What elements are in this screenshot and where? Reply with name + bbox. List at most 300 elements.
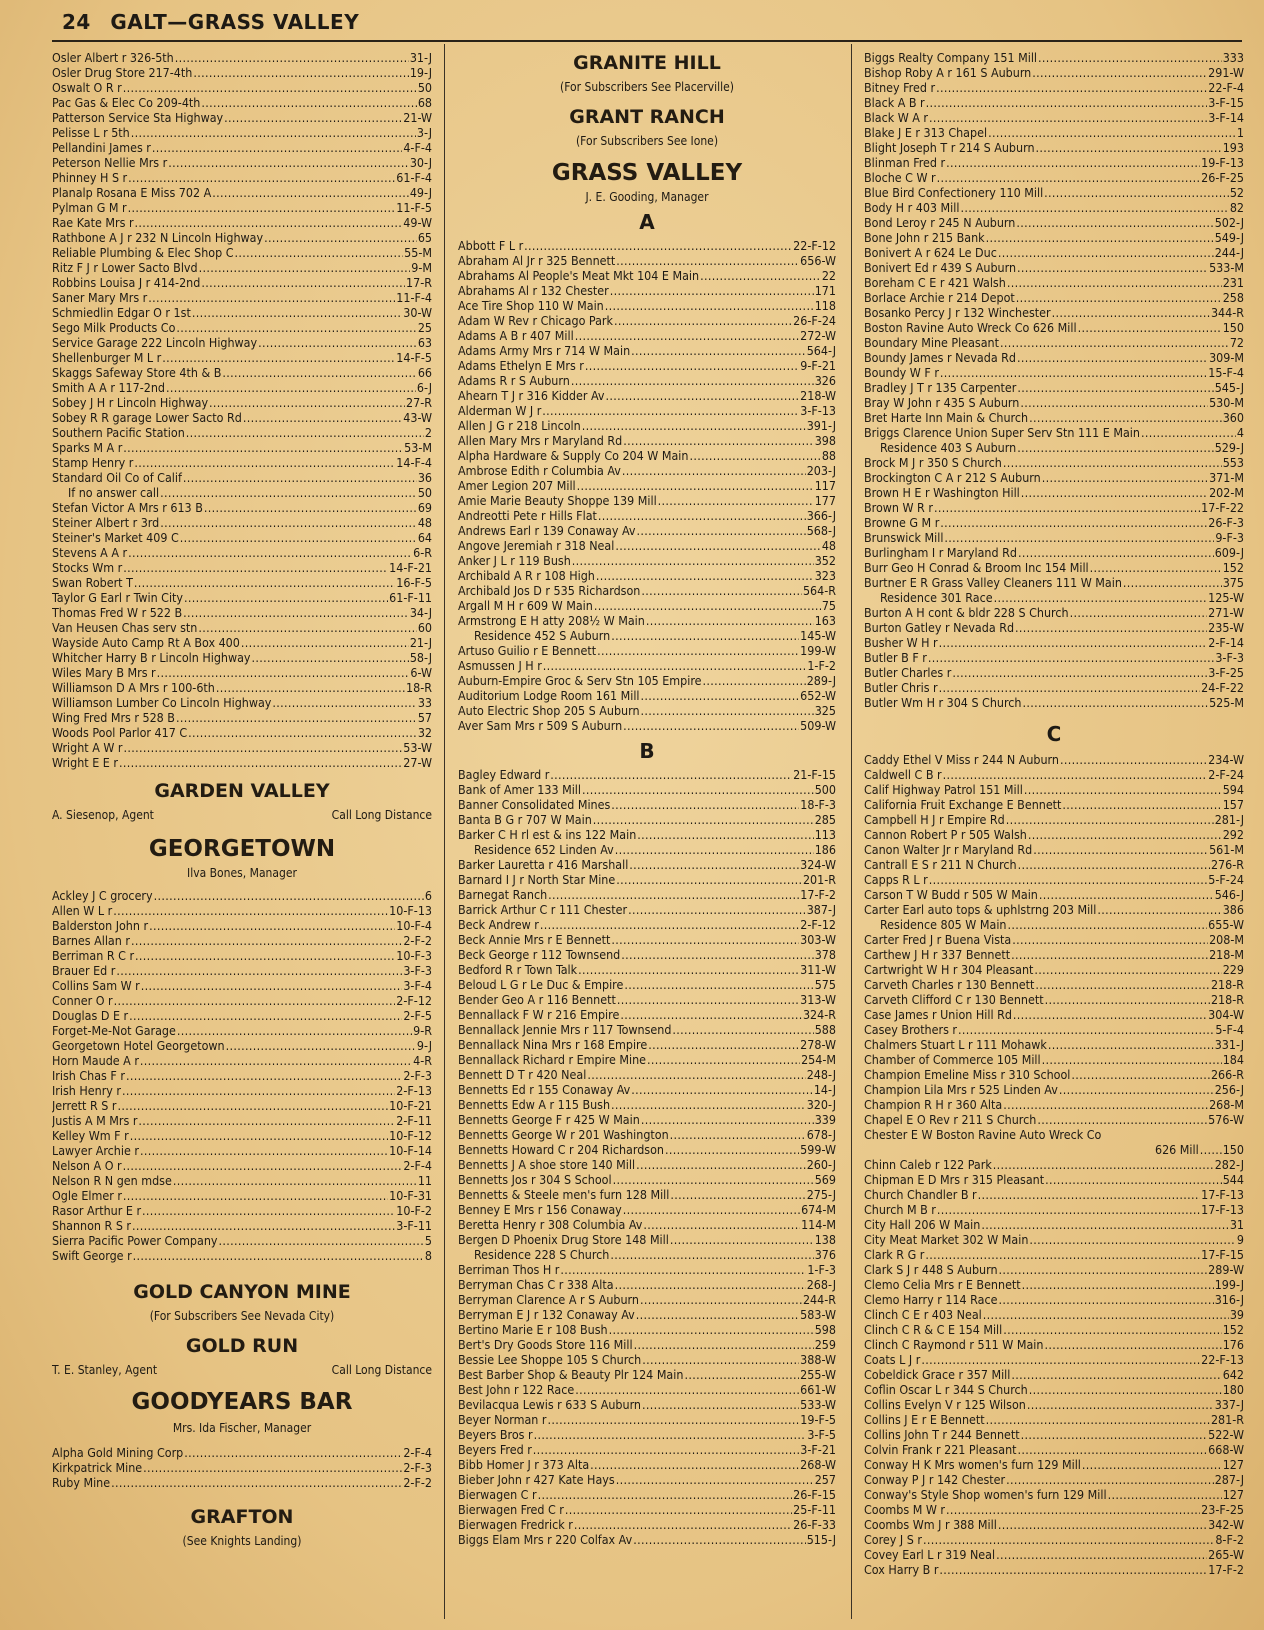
listing-name: Bertino Marie E r 108 Bush	[458, 1322, 608, 1337]
listing-line	[52, 710, 432, 725]
listing-name: Bennetts Ed r 155 Conaway Av	[458, 1082, 631, 1097]
leader-dots	[998, 245, 1214, 260]
listing-number: 64	[417, 530, 432, 545]
listing-number: 145-W	[800, 628, 836, 643]
listing-name: Bennallack Richard r Empire Mine	[458, 1052, 647, 1067]
listing-name: Burton A H cont & bldr 228 S Church	[864, 605, 1069, 620]
column-divider	[851, 44, 852, 1619]
listing-name: Robbins Louisa J r 414-2nd	[52, 275, 201, 290]
leader-dots	[1070, 605, 1208, 620]
leader-dots	[1024, 782, 1222, 797]
leader-dots	[574, 1517, 792, 1532]
listing-name: Abraham Al Jr r 325 Bennett	[458, 253, 616, 268]
listing-number: 281-J	[1214, 812, 1244, 827]
listing-number: 10-F-4	[396, 918, 432, 933]
listing-number: 157	[1222, 797, 1244, 812]
listing-name: Wiles Mary B Mrs r	[52, 665, 156, 680]
listing-line	[52, 1203, 432, 1218]
leader-dots	[642, 1352, 799, 1367]
listing-name: Blue Bird Confectionery 110 Mill	[864, 185, 1044, 200]
listing-line	[458, 1502, 836, 1517]
listing-line	[52, 140, 432, 155]
listing-number: 575	[814, 977, 836, 992]
leader-dots	[131, 125, 416, 140]
leader-dots	[994, 590, 1208, 605]
listing-name: Planalp Rosana E Miss 702 A	[52, 185, 212, 200]
listing-name: Forget-Me-Not Garage	[52, 1023, 176, 1038]
leader-dots	[582, 418, 806, 433]
listing-name: Butler Wm H r 304 S Church	[864, 695, 1022, 710]
listing-number: 642	[1222, 1367, 1244, 1382]
listing-line	[864, 1037, 1244, 1052]
listing-name: Beyer Norman r	[458, 1412, 547, 1427]
listing-name: Rasor Arthur E r	[52, 1203, 142, 1218]
listing-name: Barnard I J r North Star Mine	[458, 872, 616, 887]
leader-dots	[1071, 1067, 1210, 1082]
leader-dots	[1108, 1487, 1222, 1502]
listing-line	[864, 812, 1244, 827]
listing-line	[458, 553, 836, 568]
listing-number: 63	[417, 335, 432, 350]
leader-dots	[610, 283, 814, 298]
listing-line	[864, 917, 1244, 932]
listing-line	[458, 1187, 836, 1202]
listing-number: 378	[814, 947, 836, 962]
listing-number: 268-M	[1209, 1097, 1244, 1112]
listing-number: 502-J	[1214, 215, 1244, 230]
leader-dots	[149, 918, 395, 933]
listing-name: Saner Mary Mrs r	[52, 290, 148, 305]
listing-line	[864, 1457, 1244, 1472]
leader-dots	[1029, 1232, 1236, 1247]
listing-line	[864, 872, 1244, 887]
listing-name: Wright A W r	[52, 740, 123, 755]
listing-number: 2-F-3	[403, 1068, 432, 1083]
listing-number: 33	[417, 695, 432, 710]
listing-line	[458, 1112, 836, 1127]
listing-name: Black W A r	[864, 110, 929, 125]
listing-name: Browne G M r	[864, 515, 940, 530]
listing-name: Collins Sam W r	[52, 978, 140, 993]
listing-number: 386	[1222, 902, 1244, 917]
leader-dots	[637, 827, 813, 842]
listing-name: Boundary Mine Pleasant	[864, 335, 999, 350]
listing-name: Bergen D Phoenix Drug Store 148 Mill	[458, 1232, 669, 1247]
leader-dots	[587, 1067, 805, 1082]
section-title-gold-run: GOLD RUN	[185, 1335, 299, 1357]
leader-dots	[700, 268, 821, 283]
listing-line	[458, 613, 836, 628]
listing-number: 8-F-2	[1215, 1532, 1244, 1547]
leader-dots	[611, 628, 799, 643]
listing-number: 2-F-3	[403, 1460, 432, 1475]
listing-number: 376	[814, 1247, 836, 1262]
listing-name: Beloud L G r Le Duc & Empire	[458, 977, 624, 992]
listing-line	[864, 80, 1244, 95]
listing-name: Cobeldick Grace r 357 Mill	[864, 1367, 1011, 1382]
leader-dots	[140, 1053, 412, 1068]
listing-number: 48	[821, 538, 836, 553]
leader-dots	[939, 635, 1208, 650]
leader-dots	[937, 170, 1201, 185]
listing-line	[864, 1202, 1244, 1217]
listing-name: Residence 403 S Auburn	[880, 440, 1017, 455]
leader-dots	[1042, 470, 1208, 485]
listing-line	[52, 515, 432, 530]
listing-line	[458, 373, 836, 388]
listing-number: 2-F-2	[403, 1475, 432, 1490]
listing-line	[864, 1277, 1244, 1292]
listing-line	[864, 1067, 1244, 1082]
leader-dots	[637, 523, 806, 538]
leader-dots	[1123, 575, 1222, 590]
leader-dots	[1097, 902, 1221, 917]
listing-number: 186	[814, 842, 836, 857]
leader-dots	[658, 493, 814, 508]
listing-line	[458, 568, 836, 583]
listing-name: Osler Drug Store 217-4th	[52, 65, 193, 80]
listing-name: Case James r Union Hill Rd	[864, 1007, 1012, 1022]
listing-name: Burlingham I r Maryland Rd	[864, 545, 1017, 560]
listing-name: Biggs Elam Mrs r 220 Colfax Av	[458, 1532, 633, 1547]
listing-name: Carson T W Budd r 505 W Main	[864, 887, 1038, 902]
listing-name: Coats L J r	[864, 1352, 921, 1367]
listing-line	[864, 947, 1244, 962]
listing-line	[52, 1143, 432, 1158]
listing-number: 255-W	[800, 1367, 836, 1382]
listing-line	[52, 933, 432, 948]
listing-line	[864, 1307, 1244, 1322]
listing-line	[458, 1367, 836, 1382]
listing-line	[52, 110, 432, 125]
listing-number: 561-M	[1209, 842, 1244, 857]
listing-number: 26-F-25	[1201, 170, 1244, 185]
leader-dots	[123, 1158, 403, 1173]
leader-dots	[646, 613, 814, 628]
leader-dots	[929, 872, 1208, 887]
leader-dots	[621, 947, 813, 962]
listing-name: Corey J S r	[864, 1532, 922, 1547]
listing-number: 26-F-15	[793, 1487, 836, 1502]
listing-number: 27-W	[403, 755, 432, 770]
listing-line	[458, 448, 836, 463]
listing-line	[864, 530, 1244, 545]
leader-dots	[224, 110, 402, 125]
listing-line	[52, 410, 432, 425]
listing-line	[52, 290, 432, 305]
grass-valley-manager: J. E. Gooding, Manager	[585, 190, 709, 204]
listing-name: Bert's Dry Goods Store 116 Mill	[458, 1337, 633, 1352]
listing-number: 311-W	[800, 962, 836, 977]
listing-name: Collins Evelyn V r 125 Wilson	[864, 1397, 1026, 1412]
listing-name: Berriman Thos H r	[458, 1262, 560, 1277]
listing-name: Kirkpatrick Mine	[52, 1460, 143, 1475]
leader-dots	[1029, 1382, 1222, 1397]
listing-line	[864, 827, 1244, 842]
listing-line	[52, 95, 432, 110]
listing-name: Van Heusen Chas serv stn	[52, 620, 198, 635]
leader-dots	[226, 1038, 416, 1053]
leader-dots	[128, 170, 395, 185]
listing-line	[864, 782, 1244, 797]
leader-dots	[928, 650, 1214, 665]
listing-name: Alderman W J r	[458, 403, 542, 418]
listing-name: Covey Earl L r 319 Neal	[864, 1547, 996, 1562]
leader-dots	[1141, 425, 1236, 440]
listing-line	[864, 455, 1244, 470]
listing-number: 583-W	[800, 1307, 836, 1322]
listing-line	[458, 298, 836, 313]
listing-line	[52, 1113, 432, 1128]
leader-dots	[641, 688, 800, 703]
listing-name: Pelisse L r 5th	[52, 125, 130, 140]
listing-name: Banner Consolidated Mines	[458, 797, 611, 812]
listing-line	[864, 305, 1244, 320]
listing-name: Benney E Mrs r 156 Conaway	[458, 1202, 622, 1217]
listing-number: 5	[424, 1233, 432, 1248]
listing-line	[864, 1382, 1244, 1397]
listing-number: 344-R	[1210, 305, 1244, 320]
listing-name: Borlace Archie r 214 Depot	[864, 290, 1015, 305]
listing-name: Allen Mary Mrs r Maryland Rd	[458, 433, 623, 448]
leader-dots	[988, 125, 1236, 140]
section-title-garden-valley: GARDEN VALLEY	[154, 780, 330, 802]
listing-number: 2-F-13	[396, 1083, 432, 1098]
listing-line	[52, 545, 432, 560]
listing-line	[52, 1053, 432, 1068]
listing-line	[864, 440, 1244, 455]
listing-number: 234-W	[1208, 752, 1244, 767]
listing-line	[458, 718, 836, 733]
listing-name: Boreham C E r 421 Walsh	[864, 275, 1006, 290]
listing-number: 52	[1229, 185, 1244, 200]
listing-line	[458, 1442, 836, 1457]
listing-name: Chapel E O Rev r 211 S Church	[864, 1112, 1037, 1127]
leader-dots	[204, 500, 417, 515]
listing-name: Bedford R r Town Talk	[458, 962, 578, 977]
leader-dots	[168, 155, 409, 170]
leader-dots	[111, 1475, 402, 1490]
listing-line	[864, 485, 1244, 500]
listing-line	[458, 1277, 836, 1292]
letter-heading-b: B	[639, 739, 655, 763]
listing-number: 678-J	[806, 1127, 836, 1142]
leader-dots	[524, 238, 792, 253]
leader-dots	[192, 305, 402, 320]
listing-name: Colvin Frank r 221 Pleasant	[864, 1442, 1017, 1457]
listing-line	[52, 395, 432, 410]
listing-number: 3-F-11	[396, 1218, 432, 1233]
leader-dots	[1062, 797, 1221, 812]
goodyears-bar-listings	[52, 1445, 432, 1490]
listing-number: 268-W	[800, 1457, 836, 1472]
leader-dots	[264, 230, 417, 245]
listing-number: 127	[1222, 1457, 1244, 1472]
listing-number: 10-F-31	[389, 1188, 432, 1203]
listing-line	[864, 932, 1244, 947]
leader-dots	[670, 1187, 805, 1202]
leader-dots	[926, 95, 1208, 110]
listing-line	[864, 500, 1244, 515]
listing-line	[864, 842, 1244, 857]
listing-line	[52, 1445, 432, 1460]
listing-number: 26-F-33	[793, 1517, 836, 1532]
listing-number: 25	[417, 320, 432, 335]
listing-number: 49-J	[409, 185, 432, 200]
listing-line	[52, 185, 432, 200]
section-title-goodyears-bar: GOODYEARS BAR	[131, 1389, 353, 1415]
listing-number: 388-W	[800, 1352, 836, 1367]
leader-dots	[572, 553, 814, 568]
listing-name: Sobey R R garage Lower Sacto Rd	[52, 410, 242, 425]
listing-line	[864, 992, 1244, 1007]
leader-dots	[135, 948, 395, 963]
listing-name: Chipman E D Mrs r 315 Pleasant	[864, 1172, 1045, 1187]
leader-dots	[184, 590, 388, 605]
leader-dots	[1038, 50, 1222, 65]
listing-line	[52, 948, 432, 963]
listing-line	[864, 140, 1244, 155]
listing-name: Biggs Realty Company 151 Mill	[864, 50, 1038, 65]
listing-name: Cannon Robert P r 505 Walsh	[864, 827, 1027, 842]
listing-name: Ruby Mine	[52, 1475, 111, 1490]
listing-line	[52, 1023, 432, 1038]
listing-number: 3-J	[416, 125, 432, 140]
listing-number: 265-W	[1208, 1547, 1244, 1562]
leader-dots	[1034, 962, 1221, 977]
listing-line	[458, 812, 836, 827]
leader-dots	[157, 665, 410, 680]
leader-dots	[960, 200, 1228, 215]
listing-line	[52, 680, 432, 695]
listing-number: 11-F-5	[396, 200, 432, 215]
listing-name: Beyers Bros r	[458, 1427, 533, 1442]
listing-name: California Fruit Exchange E Bennett	[864, 797, 1062, 812]
listing-name: Bone John r 215 Bank	[864, 230, 985, 245]
column-1	[52, 50, 432, 1548]
listing-number: 325	[814, 703, 836, 718]
listing-number: 674-M	[801, 1202, 836, 1217]
leader-dots	[131, 933, 402, 948]
listing-number: 2-F-2	[403, 933, 432, 948]
garden-valley-note: Call Long Distance	[331, 808, 432, 822]
listing-line	[52, 155, 432, 170]
listing-line	[864, 1052, 1244, 1067]
listing-number: 11	[417, 1173, 432, 1188]
listing-number: 58-J	[409, 650, 432, 665]
listing-line	[864, 125, 1244, 140]
listing-number: 588	[814, 1022, 836, 1037]
listing-name: Bishop Roby A r 161 S Auburn	[864, 65, 1032, 80]
listing-number: 10-F-21	[389, 1098, 432, 1113]
listing-number: 22-F-12	[793, 238, 836, 253]
listing-number: 66	[417, 365, 432, 380]
listing-line	[52, 1083, 432, 1098]
listing-name: Williamson Lumber Co Lincoln Highway	[52, 695, 272, 710]
listing-number: 18-F-3	[800, 797, 836, 812]
listing-name: Patterson Service Sta Highway	[52, 110, 224, 125]
listing-line	[458, 493, 836, 508]
listing-name: Bitney Fred r	[864, 80, 936, 95]
section-title-georgetown: GEORGETOWN	[148, 836, 336, 862]
listing-name: Berryman E J r 132 Conaway Av	[458, 1307, 635, 1322]
listing-number: 10-F-3	[396, 948, 432, 963]
listing-number: 3-F-5	[807, 1427, 836, 1442]
listing-name: Allen W L r	[52, 903, 113, 918]
listing-line	[52, 740, 432, 755]
listing-name: Nelson A O r	[52, 1158, 122, 1173]
listing-name: Lawyer Archie r	[52, 1143, 139, 1158]
listing-number: 609-J	[1214, 545, 1244, 560]
listing-name: Boundy James r Nevada Rd	[864, 350, 1017, 365]
listing-line	[864, 590, 1244, 605]
leader-dots	[593, 812, 814, 827]
listing-number: 113	[814, 827, 836, 842]
listing-number: 163	[814, 613, 836, 628]
listing-number: 152	[1222, 1322, 1244, 1337]
listing-name: Bennetts Edw A r 115 Bush	[458, 1097, 611, 1112]
leader-dots	[1045, 992, 1210, 1007]
listing-line	[52, 260, 432, 275]
listing-name: Reliable Plumbing & Elec Shop C	[52, 245, 234, 260]
leader-dots	[235, 245, 404, 260]
listing-number: 61-F-11	[389, 590, 432, 605]
listing-number: 50	[417, 485, 432, 500]
listing-number: 387-J	[806, 902, 836, 917]
leader-dots	[998, 1292, 1213, 1307]
leader-dots	[160, 515, 417, 530]
listing-line	[864, 215, 1244, 230]
listing-number: 266-R	[1210, 1067, 1244, 1082]
listing-number: 25-F-11	[793, 1502, 836, 1517]
listing-number: 2-F-4	[403, 1445, 432, 1460]
listing-number: 2-F-11	[396, 1113, 432, 1128]
listing-line	[458, 872, 836, 887]
listing-number: 1-F-3	[807, 1262, 836, 1277]
listing-number: 254-M	[801, 1052, 836, 1067]
leader-dots	[126, 1068, 402, 1083]
leader-dots	[1007, 275, 1222, 290]
listing-number: 3-F-25	[1208, 665, 1244, 680]
listing-line	[52, 275, 432, 290]
listing-name: Beck Annie Mrs r E Bennett	[458, 932, 611, 947]
section-title-gold-canyon-mine: GOLD CANYON MINE	[133, 1281, 351, 1303]
listing-line	[458, 1322, 836, 1337]
listing-name: Bennallack Nina Mrs r 168 Empire	[458, 1037, 648, 1052]
listing-number: 257	[814, 1472, 836, 1487]
listing-line	[52, 1218, 432, 1233]
leader-dots	[1011, 1367, 1221, 1382]
listing-number: 1-F-2	[807, 658, 836, 673]
listing-name: Andreotti Pete r Hills Flat	[458, 508, 597, 523]
leader-dots	[180, 530, 417, 545]
listing-line	[864, 245, 1244, 260]
listing-name: Bierwagen Fredrick r	[458, 1517, 573, 1532]
listing-name: Shellenburger M L r	[52, 350, 162, 365]
leader-dots	[188, 725, 417, 740]
listing-name: Amie Marie Beauty Shoppe 139 Mill	[458, 493, 657, 508]
listing-name: Barker Lauretta r 416 Marshall	[458, 857, 629, 872]
listing-name: Bret Harte Inn Main & Church	[864, 410, 1029, 425]
listing-name: Adams Ethelyn E Mrs r	[458, 358, 584, 373]
listing-number: 34-J	[409, 605, 432, 620]
listing-number: 199-W	[800, 643, 836, 658]
listing-line	[52, 200, 432, 215]
leader-dots	[672, 1022, 813, 1037]
listing-number: 569	[814, 1172, 836, 1187]
page-number: 24	[62, 10, 91, 34]
leader-dots	[1048, 1037, 1214, 1052]
